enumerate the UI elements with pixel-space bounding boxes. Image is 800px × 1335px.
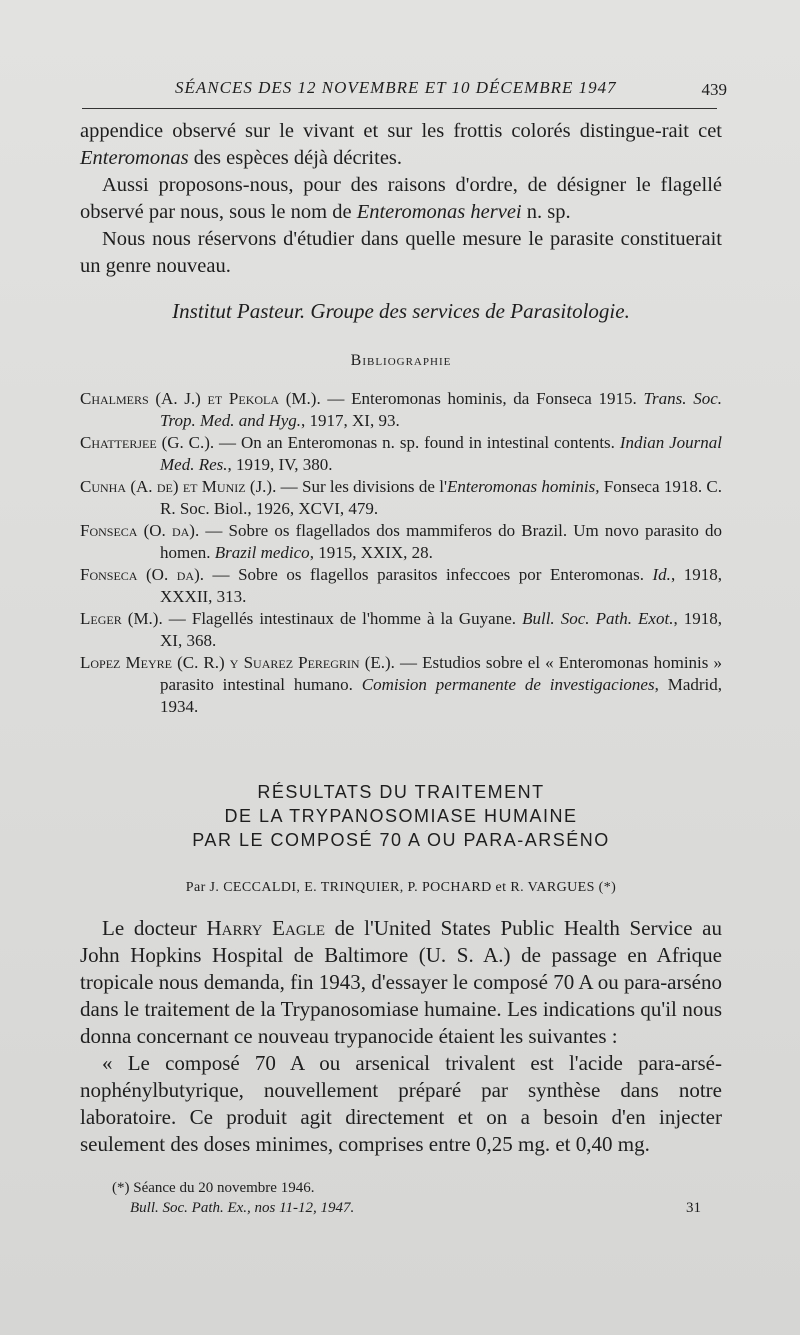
intro-paragraph-3: Nous nous réservons d'étudier dans quelle mesure le parasite constituerait un genre nouveau. — [80, 228, 722, 277]
article-paragraph-1: Le docteur Harry Eagle de l'United States Public Health Service au John Hopkins Hospital de Baltimore (U. S. A.) de passage en Afrique tropicale nous demanda, fin 1943, d'essayer le composé 70 A ou para-arséno dans le traitement de la Trypanosomiase humaine. Les indications qu'il nous donna concernant ce nouveau trypanocide étaient les suivantes : — [80, 916, 722, 1048]
intro-paragraph-1: appendice observé sur le vivant et sur les frottis colorés distingue-rait cet Enteromonas des espèces déjà décrites. — [80, 120, 722, 169]
page-body — [80, 118, 722, 1158]
footnote-line-1: (*) Séance du 20 novembre 1946. — [112, 1180, 315, 1196]
header-rule — [82, 108, 717, 109]
bibliography-entry: Fonseca (O. da). — Sobre os flagellos parasitos infeccoes por Enteromonas. Id., 1918, XXXII, 313. — [80, 565, 722, 606]
page-header — [80, 78, 727, 108]
article-title-line-3: PAR LE COMPOSÉ 70 A OU PARA-ARSÉNO — [192, 830, 610, 850]
article-title — [80, 780, 722, 852]
article-body — [80, 915, 722, 1158]
bibliography-entry: Chalmers (A. J.) et Pekola (M.). — Enteromonas hominis, da Fonseca 1915. Trans. Soc. Trop. Med. and Hyg., 1917, XI, 93. — [80, 389, 722, 430]
intro-paragraph-2: Aussi proposons-nous, pour des raisons d'ordre, de désigner le flagellé observé par nous, sous le nom de Enteromonas hervei n. sp. — [80, 174, 722, 223]
institution-line: Institut Pasteur. Groupe des services de Parasitologie. — [172, 299, 630, 323]
page-number: 439 — [701, 80, 727, 99]
bibliography-entry: Leger (M.). — Flagellés intestinaux de l'homme à la Guyane. Bull. Soc. Path. Exot., 1918, XI, 368. — [80, 609, 723, 650]
bibliography-entry: Chatterjee (G. C.). — On an Enteromonas n. sp. found in intestinal contents. Indian Journal Med. Res., 1919, IV, 380. — [80, 433, 722, 474]
bibliography-list — [80, 388, 722, 718]
article-paragraph-2: « Le composé 70 A ou arsenical trivalent est l'acide para-arsé-nophénylbutyrique, nouvellement préparé par synthèse dans notre laboratoire. Ce produit agit directement et on a besoin d'en injecter seulement des doses minimes, comprises entre 0,25 mg. et 0,40 mg. — [80, 1051, 722, 1156]
article-title-line-2: DE LA TRYPANOSOMIASE HUMAINE — [224, 806, 578, 826]
bibliography-title: Bibliographie — [350, 352, 452, 369]
bibliography-entry: Fonseca (O. da). — Sobre os flagellados dos mammiferos do Brazil. Um novo parasito do homen. Brazil medico, 1915, XXIX, 28. — [80, 521, 722, 562]
article-authors: Par J. CECCALDI, E. TRINQUIER, P. POCHARD et R. VARGUES (*) — [185, 880, 617, 895]
article-title-line-1: RÉSULTATS DU TRAITEMENT — [257, 782, 545, 802]
footnote-line-2: Bull. Soc. Path. Ex., nos 11-12, 1947. — [130, 1200, 355, 1216]
running-title: SÉANCES DES 12 NOVEMBRE ET 10 DÉCEMBRE 1947 — [175, 78, 617, 97]
bibliography-entry: Lopez Meyre (C. R.) y Suarez Peregrin (E.). — Estudios sobre el « Enteromonas hominis » parasito intestinal humano. Comision permanente de investigaciones, Madrid, 1934. — [80, 653, 722, 716]
bibliography-entry: Cunha (A. de) et Muniz (J.). — Sur les divisions de l'Enteromonas hominis, Fonseca 1918. C. R. Soc. Biol., 1926, XCVI, 479. — [80, 477, 723, 518]
footnote — [112, 1178, 717, 1218]
signature-folio: 31 — [686, 1200, 701, 1216]
